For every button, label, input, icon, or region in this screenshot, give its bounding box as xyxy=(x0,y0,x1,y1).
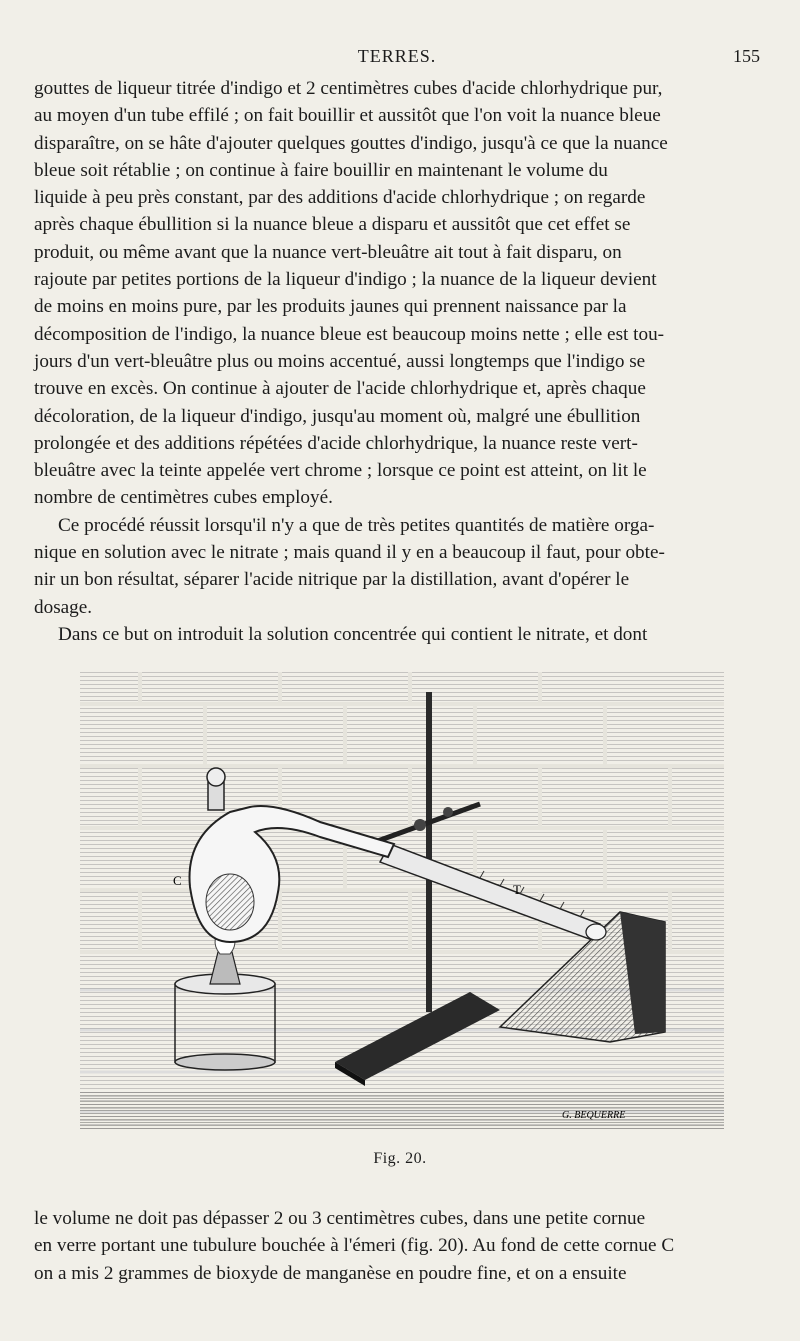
text-line: trouve en excès. On continue à ajouter de l'acide chlorhydrique et, après chaque xyxy=(34,378,646,400)
text-line: prolongée et des additions répétées d'acide chlorhydrique, la nuance reste vert- xyxy=(34,432,638,454)
label-t: T xyxy=(513,882,521,897)
text-line: après chaque ébullition si la nuance bleue a disparu et aussitôt que cet effet se xyxy=(34,214,631,236)
running-header xyxy=(34,46,760,72)
running-title: TERRES. xyxy=(357,46,437,66)
text-line: produit, ou même avant que la nuance vert-bleuâtre ait tout à fait disparu, on xyxy=(34,241,622,263)
engraver-signature: G. BEQUERRE xyxy=(562,1110,626,1121)
text-line: dosage. xyxy=(34,596,93,618)
body-text-top xyxy=(34,75,756,648)
text-line: on a mis 2 grammes de bioxyde de manganèse en poudre fine, et on a ensuite xyxy=(34,1262,627,1284)
text-line: bleuâtre avec la teinte appelée vert chrome ; lorsque ce point est atteint, on lit le xyxy=(34,460,647,482)
text-line: liquide à peu près constant, par des additions d'acide chlorhydrique ; on regarde xyxy=(34,187,646,209)
page-number: 155 xyxy=(733,46,760,66)
text-line: nique en solution avec le nitrate ; mais quand il y en a beaucoup il faut, pour obte- xyxy=(34,542,665,564)
label-c: C xyxy=(173,873,182,888)
text-line: bleue soit rétablie ; on continue à faire bouillir en maintenant le volume du xyxy=(34,159,608,181)
text-line: rajoute par petites portions de la liqueur d'indigo ; la nuance de la liqueur devient xyxy=(34,269,657,291)
text-line: disparaître, on se hâte d'ajouter quelques gouttes d'indigo, jusqu'à ce que la nuance xyxy=(34,132,668,154)
text-line: nombre de centimètres cubes employé. xyxy=(34,487,333,509)
text-line: décomposition de l'indigo, la nuance bleue est beaucoup moins nette ; elle est tou- xyxy=(34,323,665,345)
text-line: le volume ne doit pas dépasser 2 ou 3 centimètres cubes, dans une petite cornue xyxy=(34,1208,646,1229)
body-text-bottom xyxy=(34,1205,756,1287)
text-line: jours d'un vert-bleuâtre plus ou moins accentué, aussi longtemps que l'indigo se xyxy=(34,350,646,372)
text-line: de moins en moins pure, par les produits jaunes qui prennent naissance par la xyxy=(34,296,627,318)
text-line: en verre portant une tubulure bouchée à l'émeri (fig. 20). Au fond de cette cornue C xyxy=(34,1235,675,1257)
text-line: Ce procédé réussit lorsqu'il n'y a que de très petites quantités de matière orga- xyxy=(58,514,655,536)
text-line: Dans ce but on introduit la solution concentrée qui contient le nitrate, et dont xyxy=(58,623,648,645)
distillation-engraving xyxy=(80,672,724,1130)
text-line: décoloration, de la liqueur d'indigo, jusqu'au moment où, malgré une ébullition xyxy=(34,405,641,427)
text-line: nir un bon résultat, séparer l'acide nitrique par la distillation, avant d'opérer le xyxy=(34,569,630,591)
text-line: au moyen d'un tube effilé ; on fait bouillir et aussitôt que l'on voit la nuance bleue xyxy=(34,105,661,127)
text-line: gouttes de liqueur titrée d'indigo et 2 centimètres cubes d'acide chlorhydrique pur, xyxy=(34,78,663,99)
figure-caption: Fig. 20. xyxy=(373,1150,427,1167)
